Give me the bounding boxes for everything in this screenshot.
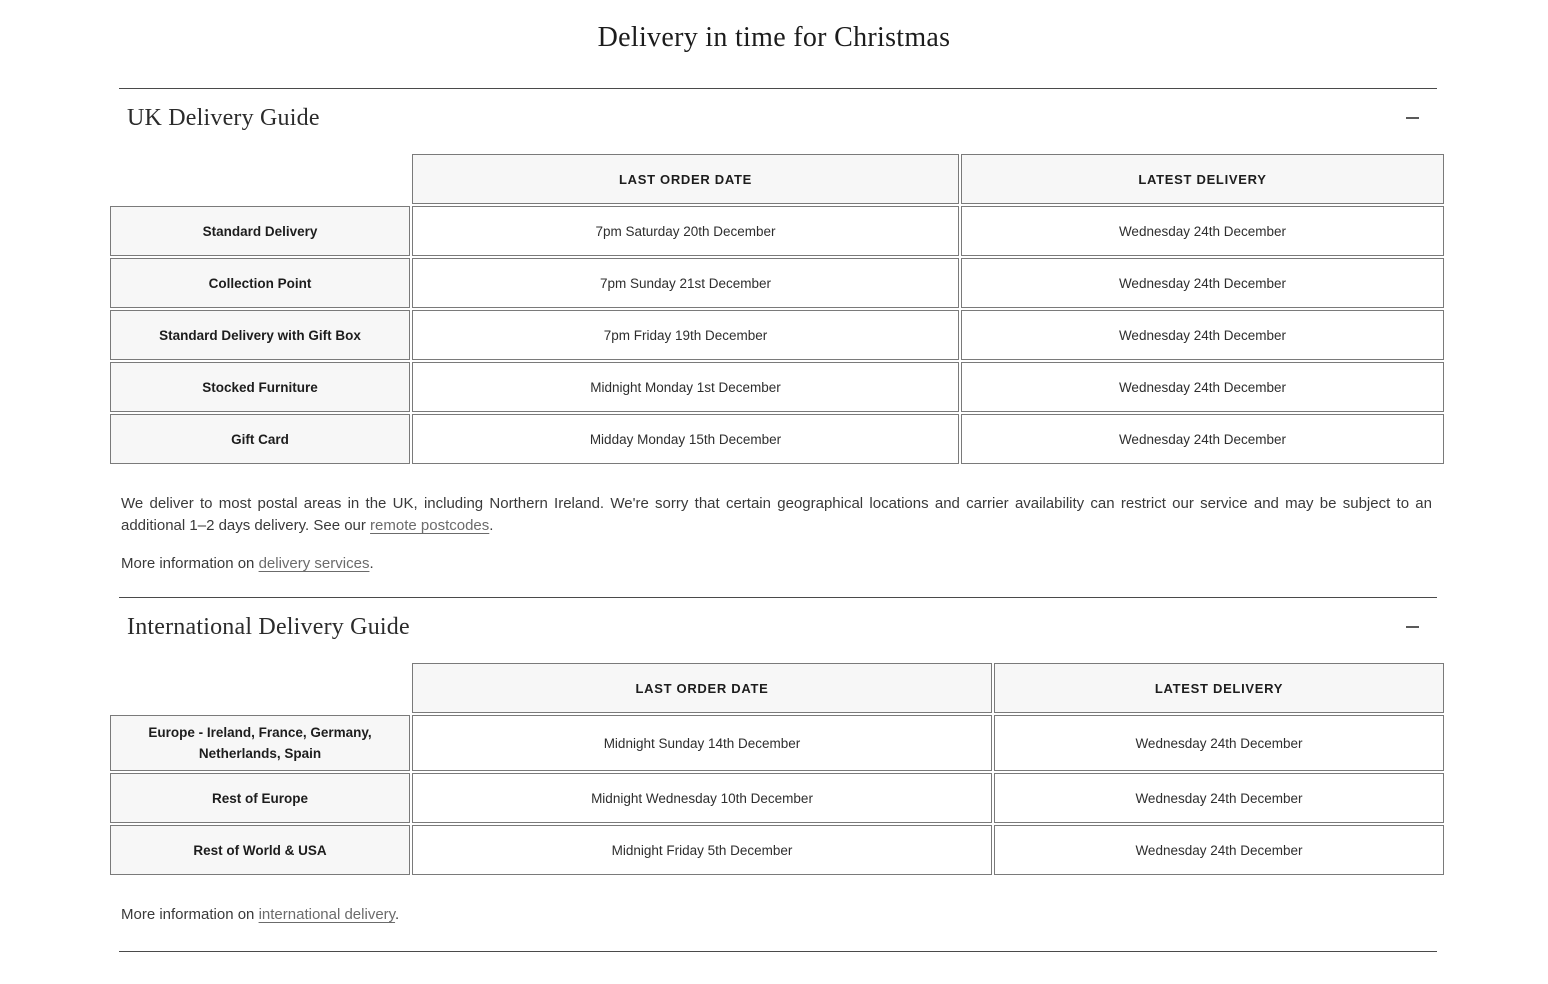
table-row	[110, 206, 1444, 256]
uk-collapse-button[interactable]	[1404, 107, 1421, 129]
intl-section-heading: International Delivery Guide	[127, 614, 410, 640]
latest-delivery-cell: Wednesday 24th December	[994, 825, 1444, 875]
uk-delivery-table	[108, 152, 1446, 466]
last-order-date-cell: Midday Monday 15th December	[412, 414, 959, 464]
column-header-latest-delivery: LATEST DELIVERY	[994, 663, 1444, 713]
table-row	[110, 362, 1444, 412]
blank-corner-cell	[110, 154, 410, 204]
note-text-end: .	[489, 517, 494, 534]
minus-icon	[1406, 626, 1419, 628]
note-text: We deliver to most postal areas in the UK, including Northern Ireland. We're sorry that certain geographical locations and carrier availability can restrict our service and may be subject to an additional 1–2 days delivery. See our	[121, 495, 1432, 534]
international-delivery-link[interactable]: international delivery	[258, 906, 396, 923]
row-label-cell: Gift Card	[110, 414, 410, 464]
intl-section-header	[127, 611, 1421, 643]
uk-delivery-note	[121, 493, 1432, 537]
latest-delivery-cell: Wednesday 24th December	[994, 715, 1444, 771]
middle-divider	[119, 597, 1437, 598]
latest-delivery-cell: Wednesday 24th December	[994, 773, 1444, 823]
more-info-text: More information on	[121, 906, 259, 923]
latest-delivery-cell: Wednesday 24th December	[961, 362, 1444, 412]
column-header-latest-delivery: LATEST DELIVERY	[961, 154, 1444, 204]
intl-collapse-button[interactable]	[1404, 616, 1421, 638]
last-order-date-cell: 7pm Saturday 20th December	[412, 206, 959, 256]
table-row	[110, 773, 1444, 823]
remote-postcodes-link[interactable]: remote postcodes	[370, 517, 490, 534]
row-label-cell: Standard Delivery with Gift Box	[110, 310, 410, 360]
uk-table-header-row	[110, 154, 1444, 204]
blank-corner-cell	[110, 663, 410, 713]
column-header-last-order-date: LAST ORDER DATE	[412, 663, 992, 713]
table-row	[110, 715, 1444, 771]
last-order-date-cell: Midnight Monday 1st December	[412, 362, 959, 412]
last-order-date-cell: Midnight Wednesday 10th December	[412, 773, 992, 823]
uk-section-heading: UK Delivery Guide	[127, 105, 320, 131]
intl-more-info	[121, 904, 1432, 926]
minus-icon	[1406, 117, 1419, 119]
row-label-cell: Rest of Europe	[110, 773, 410, 823]
top-divider	[119, 88, 1437, 89]
uk-section-header	[127, 102, 1421, 134]
international-delivery-section	[0, 611, 1548, 926]
more-info-text-end: .	[369, 555, 374, 572]
uk-more-info	[121, 553, 1432, 575]
table-row	[110, 258, 1444, 308]
latest-delivery-cell: Wednesday 24th December	[961, 258, 1444, 308]
page-title: Delivery in time for Christmas	[597, 22, 951, 53]
latest-delivery-cell: Wednesday 24th December	[961, 310, 1444, 360]
column-header-last-order-date: LAST ORDER DATE	[412, 154, 959, 204]
bottom-divider	[119, 951, 1437, 952]
table-row	[110, 825, 1444, 875]
row-label-cell: Europe - Ireland, France, Germany, Netherlands, Spain	[110, 715, 410, 771]
row-label-cell: Standard Delivery	[110, 206, 410, 256]
row-label-cell: Stocked Furniture	[110, 362, 410, 412]
last-order-date-cell: Midnight Friday 5th December	[412, 825, 992, 875]
more-info-text: More information on	[121, 555, 259, 572]
latest-delivery-cell: Wednesday 24th December	[961, 206, 1444, 256]
more-info-text-end: .	[395, 906, 400, 923]
table-row	[110, 414, 1444, 464]
international-delivery-table	[108, 661, 1446, 877]
row-label-cell: Rest of World & USA	[110, 825, 410, 875]
last-order-date-cell: Midnight Sunday 14th December	[412, 715, 992, 771]
intl-table-header-row	[110, 663, 1444, 713]
last-order-date-cell: 7pm Sunday 21st December	[412, 258, 959, 308]
last-order-date-cell: 7pm Friday 19th December	[412, 310, 959, 360]
uk-delivery-section	[0, 102, 1548, 575]
delivery-services-link[interactable]: delivery services	[258, 555, 370, 572]
latest-delivery-cell: Wednesday 24th December	[961, 414, 1444, 464]
table-row	[110, 310, 1444, 360]
row-label-cell: Collection Point	[110, 258, 410, 308]
